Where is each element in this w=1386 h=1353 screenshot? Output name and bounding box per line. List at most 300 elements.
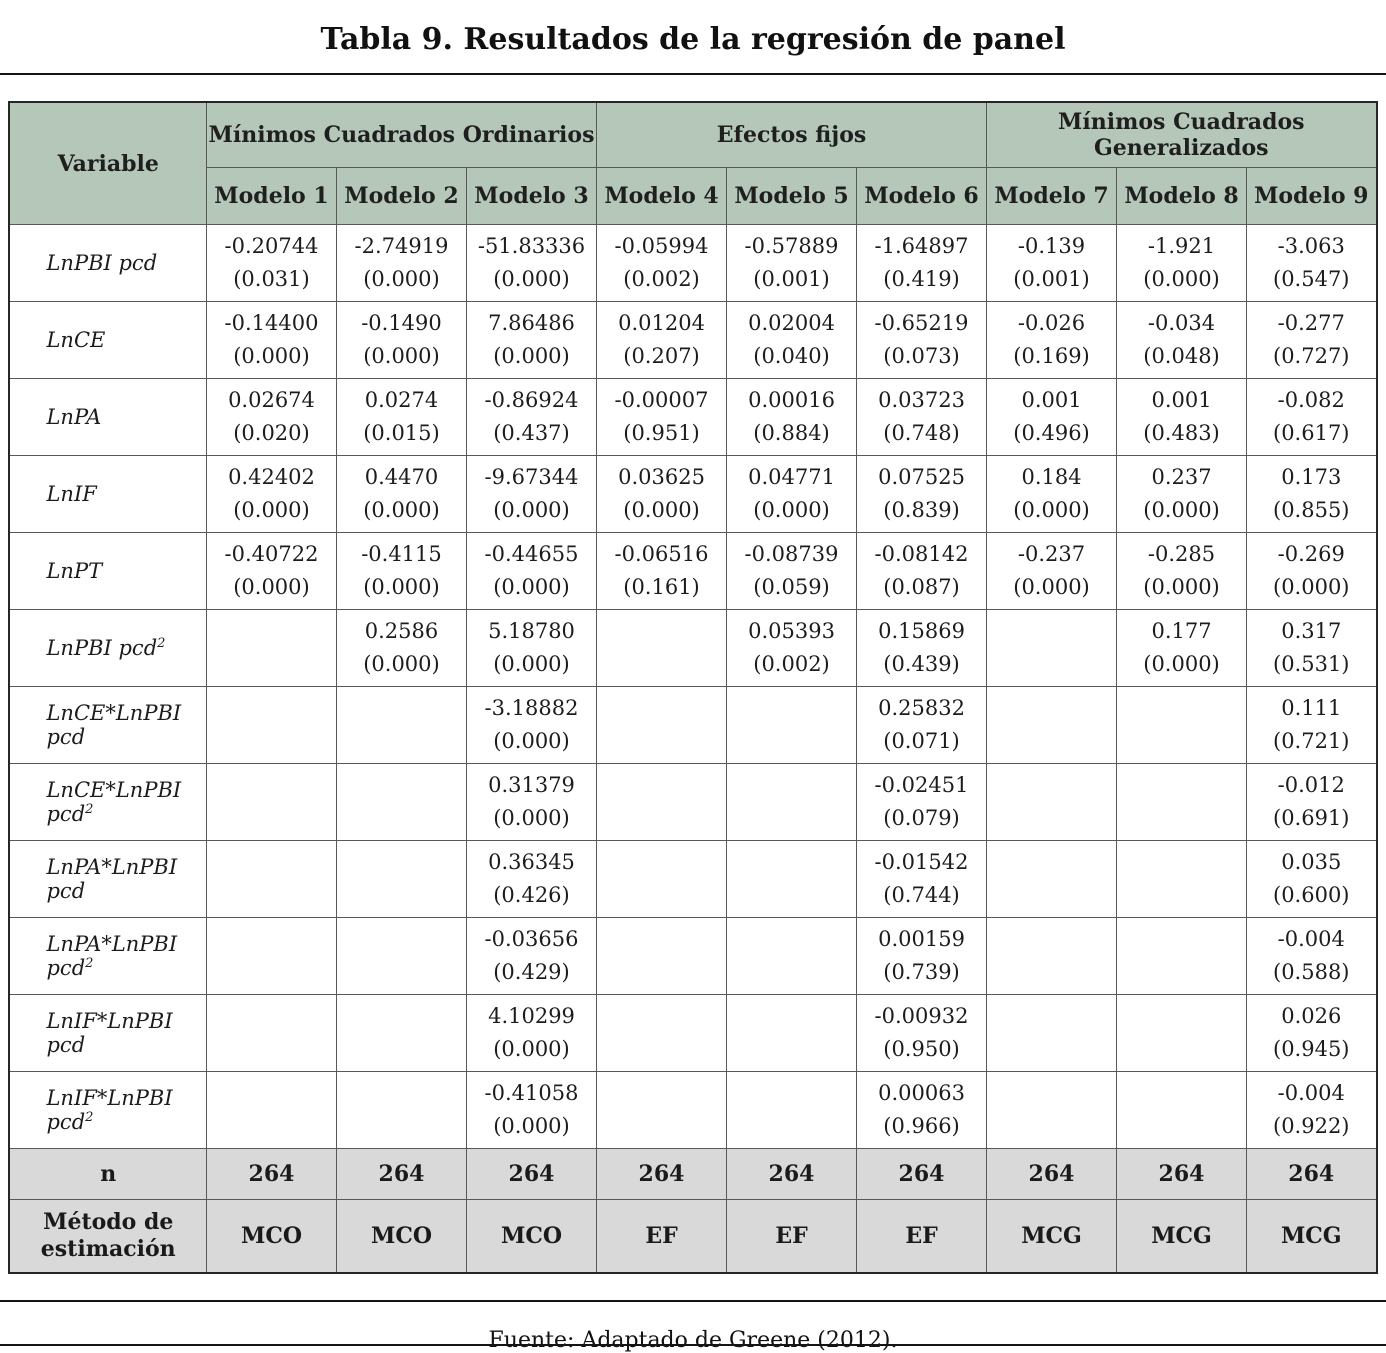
p-value: (0.000) bbox=[623, 498, 700, 522]
variable-cell bbox=[9, 918, 206, 995]
coefficient-value bbox=[337, 1000, 466, 1033]
table-footer-divider bbox=[0, 1300, 1386, 1302]
p-value bbox=[597, 1110, 726, 1143]
p-value: (0.001) bbox=[1013, 267, 1090, 291]
coefficient-cell bbox=[336, 764, 466, 841]
coefficient-value: 0.01204 bbox=[618, 311, 705, 335]
coefficient-value: 0.25832 bbox=[878, 696, 965, 720]
coefficient-value: -0.03656 bbox=[484, 927, 579, 951]
coefficient-cell bbox=[206, 533, 336, 610]
model-header-3: Modelo 3 bbox=[466, 168, 596, 225]
group-header-mco: Mínimos Cuadrados Ordinarios bbox=[206, 102, 596, 168]
n-value: 264 bbox=[1247, 1149, 1377, 1200]
p-value: (0.600) bbox=[1273, 883, 1350, 907]
coefficient-cell bbox=[1117, 302, 1247, 379]
coefficient-value: -0.41058 bbox=[484, 1081, 579, 1105]
coefficient-cell bbox=[1247, 225, 1377, 302]
coefficient-cell bbox=[597, 841, 727, 918]
p-value: (0.884) bbox=[753, 421, 830, 445]
estimation-method-value: EF bbox=[857, 1200, 987, 1274]
coefficient-cell bbox=[597, 533, 727, 610]
p-value: (0.020) bbox=[233, 421, 310, 445]
coefficient-value: 0.001 bbox=[1021, 388, 1082, 412]
coefficient-cell bbox=[1247, 610, 1377, 687]
p-value: (0.496) bbox=[1013, 421, 1090, 445]
coefficient-value: -0.08739 bbox=[744, 542, 839, 566]
p-value: (0.073) bbox=[883, 344, 960, 368]
p-value bbox=[987, 956, 1116, 989]
p-value: (0.855) bbox=[1273, 498, 1350, 522]
coefficient-cell bbox=[727, 533, 857, 610]
coefficient-value: 0.00016 bbox=[748, 388, 835, 412]
coefficient-value bbox=[1117, 769, 1246, 802]
p-value bbox=[337, 1110, 466, 1143]
coefficient-cell bbox=[1247, 1072, 1377, 1149]
coefficient-cell bbox=[727, 610, 857, 687]
coefficient-value: 0.36345 bbox=[488, 850, 575, 874]
n-value: 264 bbox=[336, 1149, 466, 1200]
coefficient-cell bbox=[206, 456, 336, 533]
p-value: (0.002) bbox=[623, 267, 700, 291]
coefficient-cell bbox=[206, 918, 336, 995]
coefficient-value bbox=[1117, 1000, 1246, 1033]
p-value bbox=[207, 802, 336, 835]
p-value: (0.000) bbox=[363, 267, 440, 291]
coefficient-cell bbox=[727, 995, 857, 1072]
coefficient-cell bbox=[1117, 918, 1247, 995]
coefficient-value bbox=[727, 1000, 856, 1033]
coefficient-value bbox=[337, 769, 466, 802]
p-value bbox=[597, 725, 726, 758]
p-value: (0.000) bbox=[493, 729, 570, 753]
coefficient-cell bbox=[987, 918, 1117, 995]
coefficient-cell bbox=[206, 302, 336, 379]
model-header-9: Modelo 9 bbox=[1247, 168, 1377, 225]
coefficient-value bbox=[207, 923, 336, 956]
p-value bbox=[1117, 1033, 1246, 1066]
coefficient-cell bbox=[857, 533, 987, 610]
p-value: (0.950) bbox=[883, 1037, 960, 1061]
coefficient-value: 0.04771 bbox=[748, 465, 835, 489]
coefficient-cell bbox=[206, 379, 336, 456]
variable-cell bbox=[9, 379, 206, 456]
p-value bbox=[597, 802, 726, 835]
variable-exponent: 2 bbox=[85, 802, 94, 817]
coefficient-cell bbox=[466, 533, 596, 610]
coefficient-cell bbox=[336, 610, 466, 687]
p-value bbox=[727, 1110, 856, 1143]
coefficient-value bbox=[987, 1000, 1116, 1033]
p-value bbox=[1117, 1110, 1246, 1143]
p-value: (0.547) bbox=[1273, 267, 1350, 291]
variable-cell bbox=[9, 995, 206, 1072]
variable-cell bbox=[9, 687, 206, 764]
table-row bbox=[9, 225, 1376, 302]
coefficient-value: -51.83336 bbox=[477, 234, 586, 258]
p-value: (0.000) bbox=[233, 575, 310, 599]
coefficient-cell bbox=[727, 764, 857, 841]
coefficient-cell bbox=[597, 225, 727, 302]
p-value: (0.000) bbox=[363, 344, 440, 368]
p-value bbox=[727, 879, 856, 912]
coefficient-value: 0.317 bbox=[1281, 619, 1342, 643]
n-value: 264 bbox=[206, 1149, 336, 1200]
coefficient-cell bbox=[466, 379, 596, 456]
p-value bbox=[987, 1033, 1116, 1066]
coefficient-value bbox=[987, 846, 1116, 879]
coefficient-cell bbox=[987, 610, 1117, 687]
group-header-ef: Efectos fijos bbox=[597, 102, 987, 168]
coefficient-cell bbox=[466, 1072, 596, 1149]
n-value: 264 bbox=[466, 1149, 596, 1200]
variable-cell bbox=[9, 610, 206, 687]
table-row bbox=[9, 302, 1376, 379]
coefficient-value bbox=[597, 1000, 726, 1033]
variable-label: LnIF*LnPBI pcd bbox=[46, 1009, 173, 1057]
coefficient-value: 7.86486 bbox=[488, 311, 575, 335]
p-value: (0.744) bbox=[883, 883, 960, 907]
p-value: (0.000) bbox=[493, 344, 570, 368]
coefficient-cell bbox=[857, 225, 987, 302]
coefficient-cell bbox=[727, 379, 857, 456]
p-value bbox=[207, 1110, 336, 1143]
coefficient-cell bbox=[1247, 379, 1377, 456]
coefficient-value: -0.65219 bbox=[874, 311, 969, 335]
coefficient-value: -9.67344 bbox=[484, 465, 579, 489]
coefficient-cell bbox=[336, 533, 466, 610]
table-row bbox=[9, 841, 1376, 918]
coefficient-value: 0.184 bbox=[1021, 465, 1082, 489]
coefficient-value: 0.02004 bbox=[748, 311, 835, 335]
p-value: (0.000) bbox=[1143, 652, 1220, 676]
coefficient-cell bbox=[987, 764, 1117, 841]
coefficient-cell bbox=[727, 841, 857, 918]
n-value: 264 bbox=[597, 1149, 727, 1200]
n-value: 264 bbox=[857, 1149, 987, 1200]
coefficient-cell bbox=[466, 687, 596, 764]
variable-label: LnPA*LnPBI pcd bbox=[46, 855, 178, 903]
coefficient-cell bbox=[727, 302, 857, 379]
coefficient-cell bbox=[1117, 841, 1247, 918]
coefficient-cell bbox=[336, 302, 466, 379]
group-header-mcg: Mínimos Cuadrados Generalizados bbox=[987, 102, 1377, 168]
coefficient-cell bbox=[336, 995, 466, 1072]
coefficient-value: -0.20744 bbox=[224, 234, 319, 258]
coefficient-value bbox=[987, 615, 1116, 648]
coefficient-cell bbox=[1247, 302, 1377, 379]
coefficient-value bbox=[987, 769, 1116, 802]
coefficient-cell bbox=[987, 687, 1117, 764]
coefficient-cell bbox=[727, 687, 857, 764]
coefficient-cell bbox=[336, 841, 466, 918]
p-value: (0.945) bbox=[1273, 1037, 1350, 1061]
coefficient-cell bbox=[1247, 764, 1377, 841]
coefficient-cell bbox=[1117, 995, 1247, 1072]
coefficient-value: -0.1490 bbox=[361, 311, 442, 335]
coefficient-cell bbox=[597, 918, 727, 995]
n-value: 264 bbox=[1117, 1149, 1247, 1200]
estimation-method-value: EF bbox=[597, 1200, 727, 1274]
coefficient-value: -0.004 bbox=[1277, 1081, 1345, 1105]
p-value: (0.691) bbox=[1273, 806, 1350, 830]
p-value: (0.000) bbox=[1143, 267, 1220, 291]
p-value: (0.000) bbox=[493, 652, 570, 676]
p-value bbox=[337, 802, 466, 835]
coefficient-value: 0.03625 bbox=[618, 465, 705, 489]
coefficient-value: -0.00007 bbox=[614, 388, 709, 412]
estimation-method-value: MCG bbox=[1117, 1200, 1247, 1274]
estimation-method-value: MCG bbox=[1247, 1200, 1377, 1274]
table-row bbox=[9, 918, 1376, 995]
coefficient-value: 0.03723 bbox=[878, 388, 965, 412]
coefficient-value: -0.034 bbox=[1147, 311, 1216, 335]
coefficient-cell bbox=[857, 841, 987, 918]
coefficient-cell bbox=[206, 687, 336, 764]
coefficient-cell bbox=[466, 995, 596, 1072]
coefficient-value bbox=[337, 1077, 466, 1110]
variable-label: LnPBI pcd bbox=[46, 636, 158, 660]
coefficient-value bbox=[207, 1077, 336, 1110]
coefficient-value: -0.026 bbox=[1017, 311, 1086, 335]
variable-cell bbox=[9, 456, 206, 533]
p-value: (0.531) bbox=[1273, 652, 1350, 676]
coefficient-cell bbox=[466, 225, 596, 302]
variable-label: LnIF*LnPBI pcd bbox=[46, 1086, 173, 1134]
coefficient-value: -0.05994 bbox=[614, 234, 709, 258]
coefficient-value: -3.18882 bbox=[484, 696, 579, 720]
coefficient-value: 0.00159 bbox=[878, 927, 965, 951]
p-value bbox=[987, 648, 1116, 681]
coefficient-value: 0.07525 bbox=[878, 465, 965, 489]
coefficient-value: -0.269 bbox=[1277, 542, 1345, 566]
coefficient-value: -1.921 bbox=[1147, 234, 1216, 258]
estimation-method-value: MCO bbox=[466, 1200, 596, 1274]
p-value: (0.079) bbox=[883, 806, 960, 830]
p-value: (0.839) bbox=[883, 498, 960, 522]
coefficient-value: -0.012 bbox=[1277, 773, 1345, 797]
variable-label: LnPA bbox=[46, 405, 102, 429]
variable-label: LnPBI pcd bbox=[46, 251, 158, 275]
estimation-method-value: EF bbox=[727, 1200, 857, 1274]
coefficient-cell bbox=[336, 918, 466, 995]
coefficient-value bbox=[1117, 1077, 1246, 1110]
coefficient-value: 0.42402 bbox=[228, 465, 315, 489]
p-value: (0.588) bbox=[1273, 960, 1350, 984]
variable-cell bbox=[9, 1072, 206, 1149]
coefficient-cell bbox=[206, 841, 336, 918]
coefficient-cell bbox=[857, 1072, 987, 1149]
coefficient-value: -0.277 bbox=[1277, 311, 1345, 335]
coefficient-cell bbox=[857, 918, 987, 995]
table-row bbox=[9, 533, 1376, 610]
variable-cell bbox=[9, 225, 206, 302]
model-header-7: Modelo 7 bbox=[987, 168, 1117, 225]
p-value bbox=[727, 725, 856, 758]
coefficient-value: 0.15869 bbox=[878, 619, 965, 643]
coefficient-value bbox=[987, 1077, 1116, 1110]
p-value bbox=[207, 725, 336, 758]
coefficient-cell bbox=[206, 225, 336, 302]
coefficient-value: 0.001 bbox=[1151, 388, 1212, 412]
table-row bbox=[9, 379, 1376, 456]
coefficient-cell bbox=[1117, 687, 1247, 764]
group-header-row bbox=[9, 102, 1376, 168]
coefficient-cell bbox=[1117, 533, 1247, 610]
p-value: (0.000) bbox=[493, 498, 570, 522]
coefficient-value: -0.08142 bbox=[874, 542, 969, 566]
coefficient-cell bbox=[1117, 379, 1247, 456]
p-value: (0.483) bbox=[1143, 421, 1220, 445]
p-value: (0.000) bbox=[493, 267, 570, 291]
coefficient-value bbox=[727, 923, 856, 956]
estimation-method-value: MCG bbox=[987, 1200, 1117, 1274]
coefficient-cell bbox=[857, 302, 987, 379]
coefficient-value bbox=[207, 615, 336, 648]
p-value bbox=[207, 879, 336, 912]
n-value: 264 bbox=[727, 1149, 857, 1200]
p-value bbox=[597, 1033, 726, 1066]
coefficient-cell bbox=[597, 379, 727, 456]
p-value: (0.000) bbox=[493, 1114, 570, 1138]
coefficient-value bbox=[1117, 923, 1246, 956]
coefficient-cell bbox=[857, 610, 987, 687]
p-value: (0.031) bbox=[233, 267, 310, 291]
p-value: (0.169) bbox=[1013, 344, 1090, 368]
coefficient-cell bbox=[336, 225, 466, 302]
coefficient-value bbox=[337, 846, 466, 879]
p-value: (0.048) bbox=[1143, 344, 1220, 368]
model-header-8: Modelo 8 bbox=[1117, 168, 1247, 225]
p-value bbox=[987, 879, 1116, 912]
model-header-2: Modelo 2 bbox=[336, 168, 466, 225]
coefficient-cell bbox=[597, 302, 727, 379]
p-value: (0.748) bbox=[883, 421, 960, 445]
p-value: (0.966) bbox=[883, 1114, 960, 1138]
coefficient-cell bbox=[1117, 225, 1247, 302]
coefficient-value: 0.4470 bbox=[364, 465, 439, 489]
coefficient-cell bbox=[987, 995, 1117, 1072]
coefficient-cell bbox=[336, 1072, 466, 1149]
variable-label: LnPT bbox=[46, 559, 103, 583]
variable-cell bbox=[9, 841, 206, 918]
estimation-method-label: Método de estimación bbox=[9, 1200, 206, 1274]
p-value: (0.951) bbox=[623, 421, 700, 445]
coefficient-value bbox=[987, 692, 1116, 725]
coefficient-cell bbox=[206, 764, 336, 841]
p-value: (0.002) bbox=[753, 652, 830, 676]
p-value bbox=[337, 725, 466, 758]
estimation-method-value: MCO bbox=[336, 1200, 466, 1274]
p-value bbox=[987, 1110, 1116, 1143]
p-value: (0.000) bbox=[233, 498, 310, 522]
coefficient-cell bbox=[466, 764, 596, 841]
coefficient-cell bbox=[857, 995, 987, 1072]
coefficient-cell bbox=[597, 995, 727, 1072]
coefficient-cell bbox=[1247, 995, 1377, 1072]
coefficient-cell bbox=[857, 764, 987, 841]
p-value: (0.000) bbox=[493, 575, 570, 599]
coefficient-value bbox=[727, 692, 856, 725]
p-value: (0.437) bbox=[493, 421, 570, 445]
coefficient-cell bbox=[336, 456, 466, 533]
coefficient-cell bbox=[1247, 456, 1377, 533]
p-value: (0.419) bbox=[883, 267, 960, 291]
coefficient-value: 0.026 bbox=[1281, 1004, 1342, 1028]
variable-cell bbox=[9, 533, 206, 610]
coefficient-value bbox=[597, 615, 726, 648]
panel-regression-table bbox=[8, 101, 1377, 1274]
coefficient-value: -0.86924 bbox=[484, 388, 579, 412]
model-header-row bbox=[9, 168, 1376, 225]
model-header-4: Modelo 4 bbox=[597, 168, 727, 225]
coefficient-cell bbox=[336, 687, 466, 764]
coefficient-cell bbox=[466, 841, 596, 918]
model-header-6: Modelo 6 bbox=[857, 168, 987, 225]
model-header-1: Modelo 1 bbox=[206, 168, 336, 225]
coefficient-value bbox=[727, 846, 856, 879]
coefficient-value: 0.035 bbox=[1281, 850, 1342, 874]
estimation-method-value: MCO bbox=[206, 1200, 336, 1274]
coefficient-cell bbox=[1247, 687, 1377, 764]
coefficient-value: 0.177 bbox=[1151, 619, 1212, 643]
coefficient-cell bbox=[987, 533, 1117, 610]
p-value: (0.000) bbox=[493, 1037, 570, 1061]
table-row bbox=[9, 687, 1376, 764]
coefficient-cell bbox=[1247, 841, 1377, 918]
coefficient-value: 0.173 bbox=[1281, 465, 1342, 489]
p-value bbox=[337, 1033, 466, 1066]
p-value: (0.000) bbox=[363, 498, 440, 522]
coefficient-value bbox=[597, 846, 726, 879]
p-value bbox=[207, 1033, 336, 1066]
p-value: (0.059) bbox=[753, 575, 830, 599]
coefficient-cell bbox=[597, 764, 727, 841]
p-value: (0.429) bbox=[493, 960, 570, 984]
coefficient-cell bbox=[857, 379, 987, 456]
p-value: (0.071) bbox=[883, 729, 960, 753]
coefficient-cell bbox=[727, 918, 857, 995]
coefficient-cell bbox=[987, 379, 1117, 456]
coefficient-cell bbox=[206, 995, 336, 1072]
coefficient-cell bbox=[727, 225, 857, 302]
estimation-method-row bbox=[9, 1200, 1376, 1274]
p-value: (0.000) bbox=[1273, 575, 1350, 599]
p-value: (0.001) bbox=[753, 267, 830, 291]
p-value bbox=[987, 725, 1116, 758]
coefficient-value bbox=[727, 769, 856, 802]
p-value: (0.727) bbox=[1273, 344, 1350, 368]
coefficient-value bbox=[1117, 846, 1246, 879]
p-value bbox=[597, 879, 726, 912]
variable-label: LnCE*LnPBI pcd bbox=[46, 701, 182, 749]
coefficient-value: -0.285 bbox=[1147, 542, 1216, 566]
variable-label: LnPA*LnPBI pcd bbox=[46, 932, 178, 980]
p-value: (0.161) bbox=[623, 575, 700, 599]
coefficient-value: -0.4115 bbox=[361, 542, 442, 566]
coefficient-cell bbox=[466, 610, 596, 687]
p-value: (0.000) bbox=[233, 344, 310, 368]
coefficient-value: -2.74919 bbox=[354, 234, 449, 258]
p-value: (0.000) bbox=[363, 575, 440, 599]
p-value: (0.000) bbox=[1013, 498, 1090, 522]
table-row bbox=[9, 995, 1376, 1072]
p-value: (0.617) bbox=[1273, 421, 1350, 445]
p-value bbox=[597, 648, 726, 681]
p-value: (0.721) bbox=[1273, 729, 1350, 753]
coefficient-value: 4.10299 bbox=[488, 1004, 575, 1028]
p-value bbox=[207, 648, 336, 681]
coefficient-cell bbox=[727, 1072, 857, 1149]
